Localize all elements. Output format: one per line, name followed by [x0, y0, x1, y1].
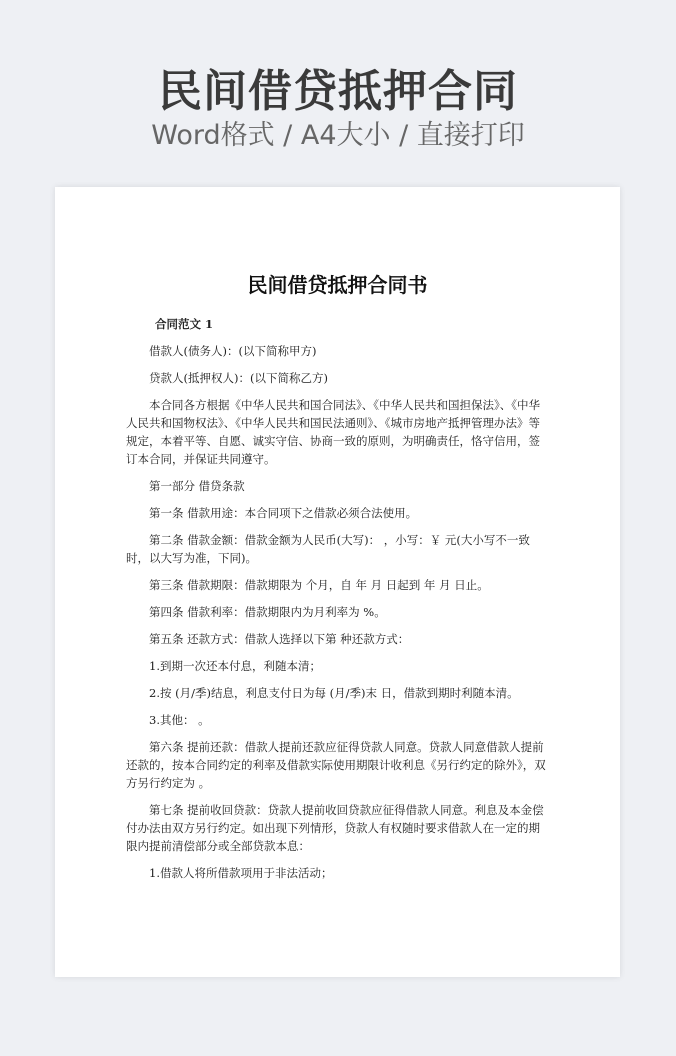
document-body — [126, 315, 551, 891]
article-7: 第七条 提前收回贷款：贷款人提前收回贷款应征得借款人同意。利息及本金偿付办法由双方另行约定。如出现下列情形，贷款人有权随时要求借款人在一定的期限内提前清偿部分或全部贷款本息： — [126, 803, 544, 853]
contract-sample-label: 合同范文 1 — [155, 317, 214, 331]
article-1: 第一条 借款用途：本合同项下之借款必须合法使用。 — [149, 506, 418, 520]
section-heading: 第一部分 借贷条款 — [149, 479, 245, 493]
repayment-option-3: 3.其他： 。 — [149, 713, 210, 727]
article-2: 第二条 借款金额：借款金额为人民币(大写)： ，小写：￥ 元(大小写不一致时，以大写为准，下同)。 — [126, 533, 530, 565]
recall-condition-1: 1.借款人将所借款项用于非法活动； — [149, 866, 333, 880]
repayment-option-1: 1.到期一次还本付息，利随本清； — [149, 659, 321, 673]
header-banner — [0, 0, 676, 180]
document-title: 民间借贷抵押合同书 — [247, 273, 428, 297]
article-4: 第四条 借款利率：借款期限内为月利率为 %。 — [149, 605, 386, 619]
article-3: 第三条 借款期限：借款期限为 个月，自 年 月 日起到 年 月 日止。 — [149, 578, 489, 592]
page-title: 民间借贷抵押合同 — [158, 66, 518, 117]
document-page — [55, 187, 620, 977]
article-5: 第五条 还款方式：借款人选择以下第 种还款方式： — [149, 632, 410, 646]
repayment-option-2: 2.按 (月/季)结息，利息支付日为每 (月/季)末 日，借款到期时利随本清。 — [149, 686, 519, 700]
preamble-paragraph: 本合同各方根据《中华人民共和国合同法》、《中华人民共和国担保法》、《中华人民共和国物权法》、《中华人民共和国民法通则》、《城市房地产抵押管理办法》等规定，本着平等、自愿、诚实守信、协商一致的原则，为明确责任，恪守信用，签订本合同，并保证共同遵守。 — [126, 398, 540, 466]
page-subtitle: Word格式 / A4大小 / 直接打印 — [151, 120, 525, 151]
article-6: 第六条 提前还款：借款人提前还款应征得贷款人同意。贷款人同意借款人提前还款的，按本合同约定的利率及借款实际使用期限计收利息《另行约定的除外》，双方另行约定为 。 — [126, 740, 546, 790]
lender-line: 贷款人(抵押权人)：(以下简称乙方) — [149, 371, 328, 385]
borrower-line: 借款人(债务人)：(以下简称甲方) — [149, 344, 317, 358]
